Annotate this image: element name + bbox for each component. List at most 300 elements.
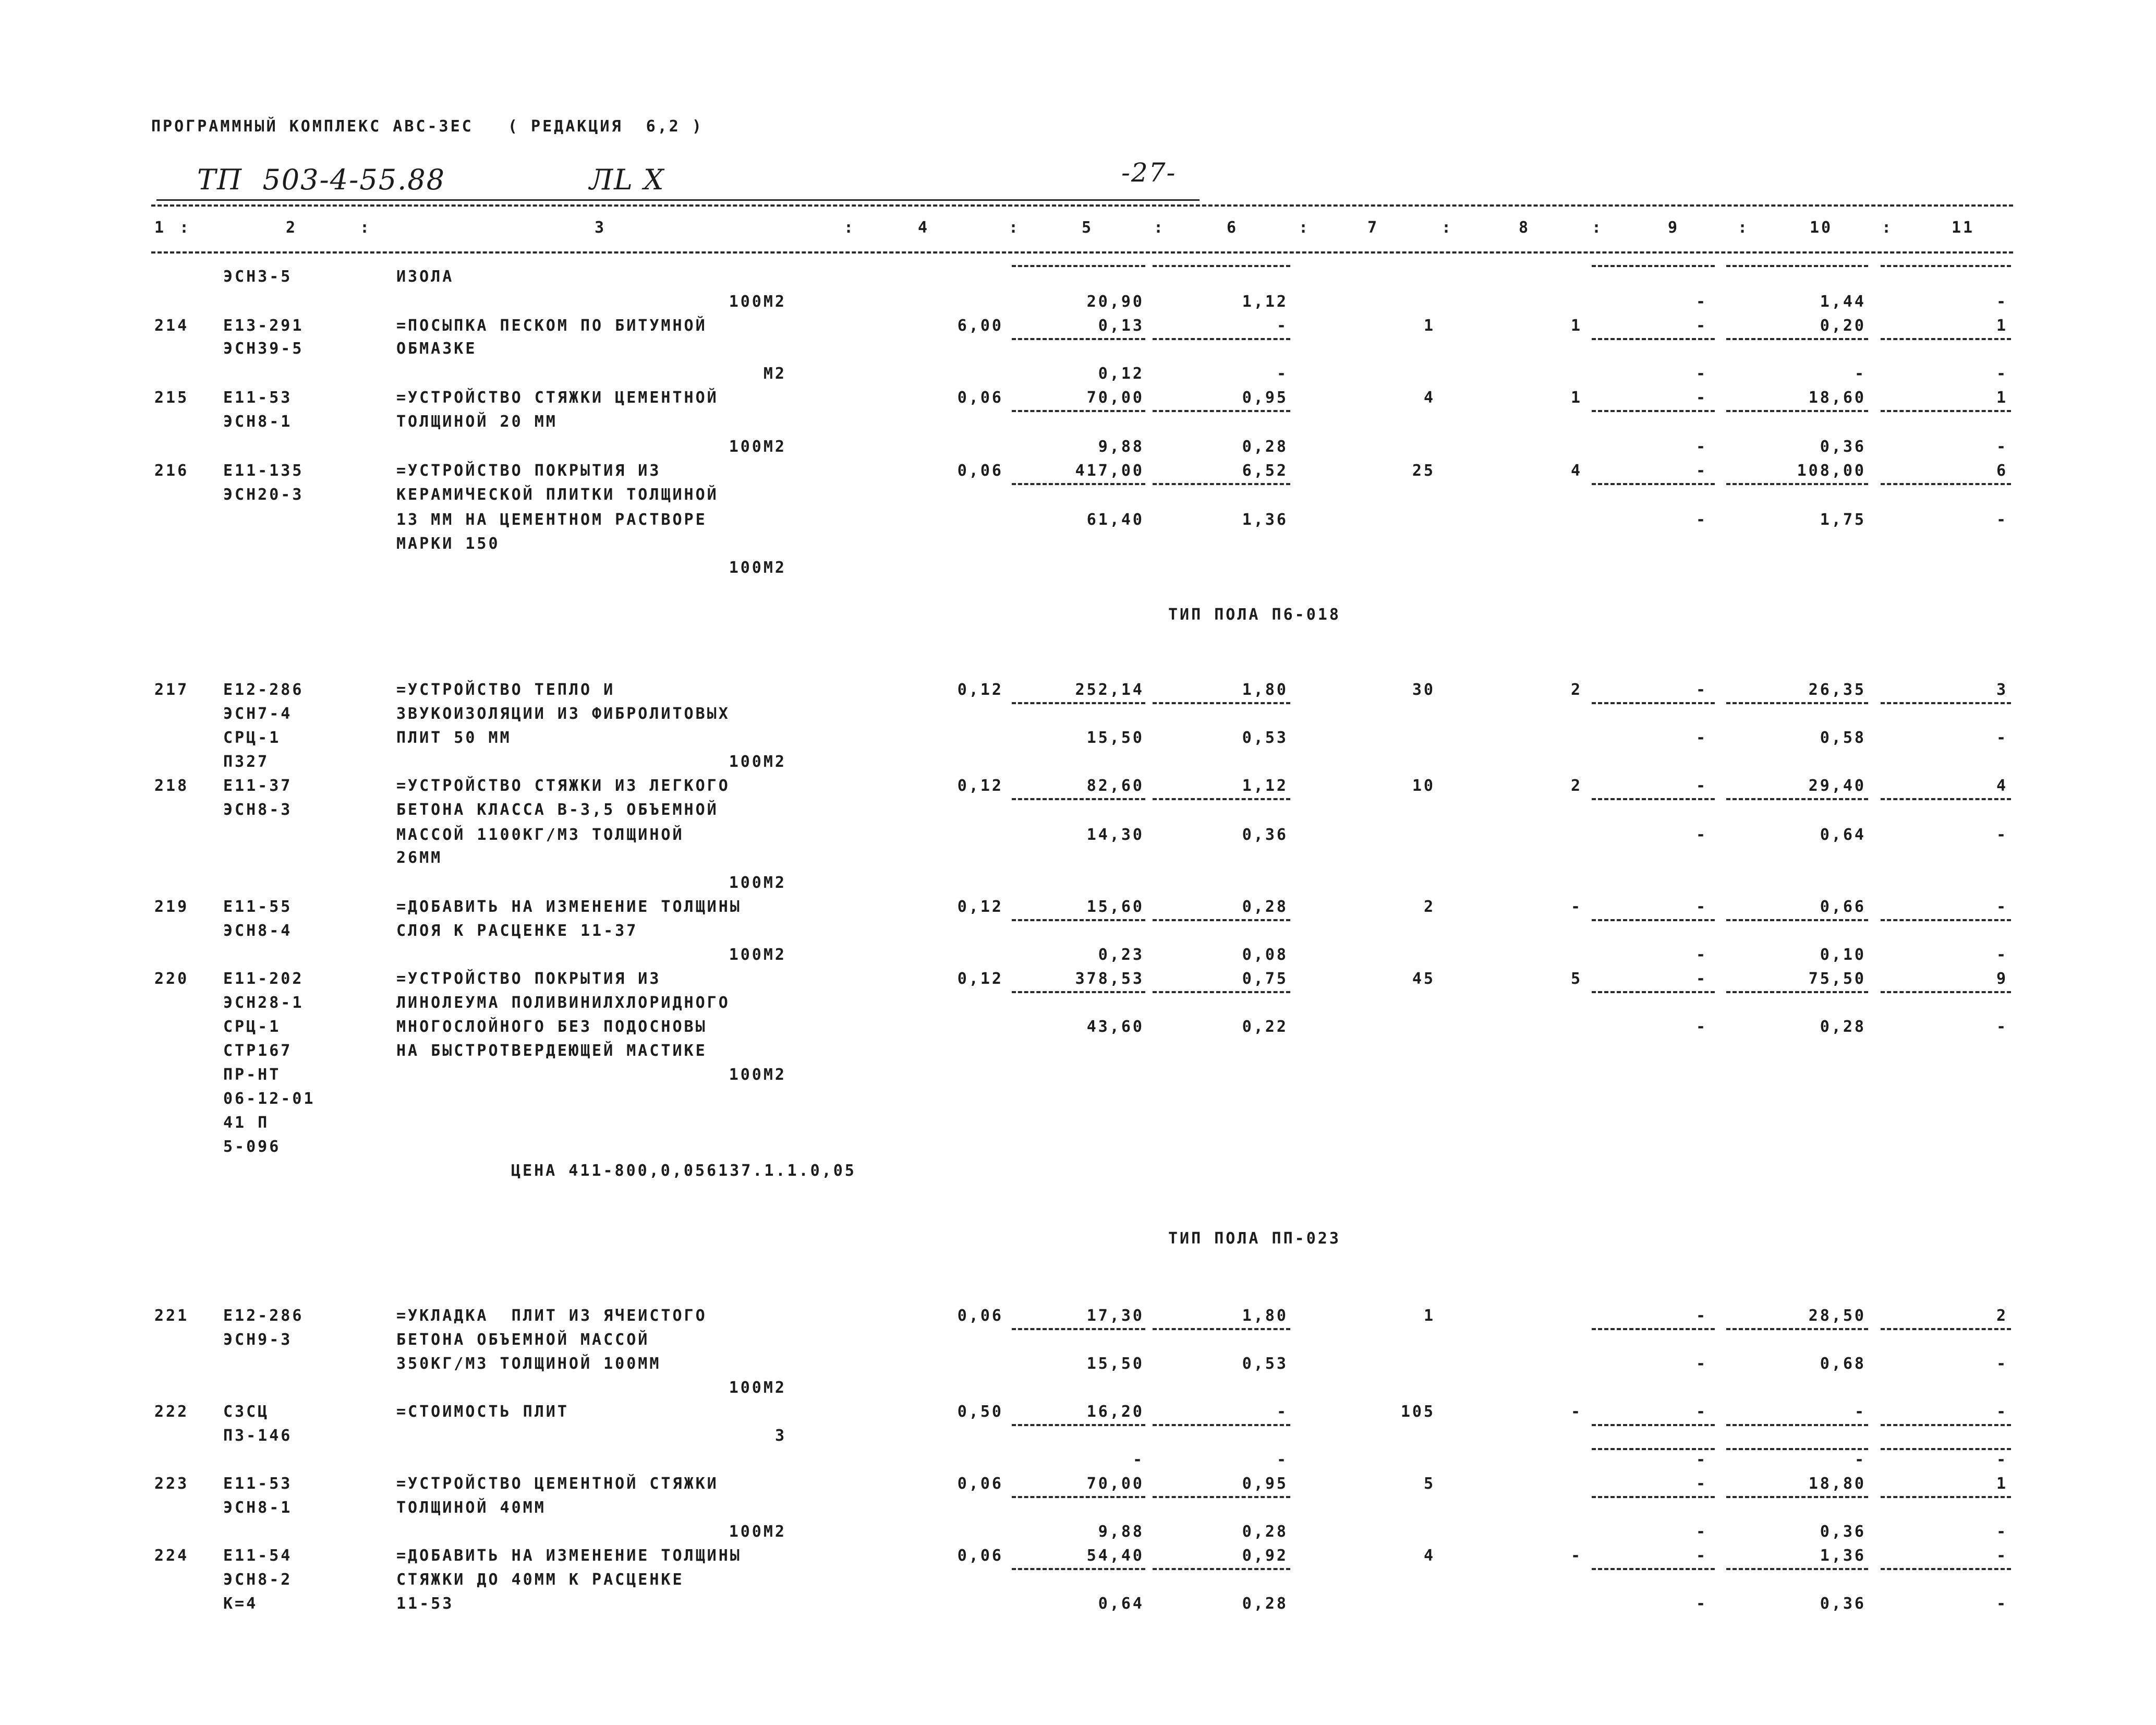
work-description: =ПОСЫПКА ПЕСКОМ ПО БИТУМНОЙ bbox=[396, 317, 707, 335]
column-header: 10 bbox=[1810, 219, 1833, 237]
column-11-value: - bbox=[1996, 365, 2008, 383]
subtotal-dash-rule bbox=[1881, 483, 2011, 485]
column-11-value: - bbox=[1996, 1595, 2008, 1613]
row-number: 214 bbox=[154, 317, 189, 335]
column-11-value: 6 bbox=[1996, 462, 2008, 480]
quantity-value: 0,06 bbox=[957, 1547, 1003, 1565]
subtotal-dash-rule bbox=[1012, 265, 1145, 267]
work-description: =УКЛАДКА ПЛИТ ИЗ ЯЧЕИСТОГО bbox=[396, 1307, 707, 1325]
subtotal-dash-rule bbox=[1153, 1328, 1290, 1330]
subtotal-dash-rule bbox=[1592, 702, 1715, 704]
column-9-value: - bbox=[1695, 898, 1707, 916]
subtotal-dash-rule bbox=[1012, 1568, 1145, 1570]
column-7-value: 4 bbox=[1423, 389, 1435, 407]
row-number: 219 bbox=[154, 898, 189, 916]
column-11-value: 9 bbox=[1996, 970, 2008, 988]
work-description: 13 ММ НА ЦЕМЕНТНОМ РАСТВОРЕ bbox=[396, 511, 707, 529]
subtotal-dash-rule bbox=[1881, 1448, 2011, 1450]
column-9-value: - bbox=[1695, 1355, 1707, 1373]
column-separator: : bbox=[1154, 219, 1166, 237]
subtotal-dash-rule bbox=[1726, 483, 1868, 485]
rate-code: Е12-286 bbox=[223, 681, 304, 699]
column-11-value: - bbox=[1996, 729, 2008, 747]
column-5-value: 14,30 bbox=[1086, 826, 1144, 844]
rate-code: П3-146 bbox=[223, 1427, 293, 1445]
rate-code: Е11-202 bbox=[223, 970, 304, 988]
subtotal-dash-rule bbox=[1726, 1568, 1868, 1570]
column-7-value: 1 bbox=[1423, 1307, 1435, 1325]
subtotal-dash-rule bbox=[1153, 1496, 1290, 1498]
column-6-value: - bbox=[1276, 1403, 1288, 1421]
unit-of-measure: 100М2 bbox=[729, 1066, 786, 1084]
column-10-value: 0,28 bbox=[1820, 1018, 1866, 1036]
rate-code: 5-096 bbox=[223, 1138, 281, 1156]
quantity-value: 0,12 bbox=[957, 898, 1003, 916]
column-separator: : bbox=[844, 219, 856, 237]
column-5-value: 16,20 bbox=[1086, 1403, 1144, 1421]
column-10-value: 1,44 bbox=[1820, 293, 1866, 311]
column-header: 8 bbox=[1519, 219, 1531, 237]
column-5-value: 82,60 bbox=[1086, 777, 1144, 795]
column-separator: : bbox=[1882, 219, 1894, 237]
column-header: 4 bbox=[918, 219, 930, 237]
rate-code: ЭСН8-3 bbox=[223, 801, 293, 819]
quantity-value: 6,00 bbox=[957, 317, 1003, 335]
row-number: 216 bbox=[154, 462, 189, 480]
column-header: 7 bbox=[1367, 219, 1379, 237]
column-6-value: 0,28 bbox=[1242, 438, 1288, 456]
subtotal-dash-rule bbox=[1881, 1568, 2011, 1570]
subtotal-dash-rule bbox=[1881, 702, 2011, 704]
quantity-value: 0,12 bbox=[957, 970, 1003, 988]
row-number: 221 bbox=[154, 1307, 189, 1325]
subtotal-dash-rule bbox=[1726, 1424, 1868, 1426]
column-5-value: 17,30 bbox=[1086, 1307, 1144, 1325]
row-number: 224 bbox=[154, 1547, 189, 1565]
rate-code: Е13-291 bbox=[223, 317, 304, 335]
subtotal-dash-rule bbox=[1592, 1424, 1715, 1426]
subtotal-dash-rule bbox=[1592, 265, 1715, 267]
rate-code: 41 П bbox=[223, 1114, 270, 1132]
column-6-value: 0,75 bbox=[1242, 970, 1288, 988]
subtotal-dash-rule bbox=[1726, 919, 1868, 921]
rate-code: ПР-НТ bbox=[223, 1066, 281, 1084]
column-6-value: 0,28 bbox=[1242, 1595, 1288, 1613]
document-mark: ЛL X bbox=[589, 163, 665, 196]
header-bottom-rule bbox=[151, 251, 2013, 254]
column-10-value: - bbox=[1854, 1451, 1866, 1469]
column-9-value: - bbox=[1695, 317, 1707, 335]
column-8-value: 1 bbox=[1570, 389, 1582, 407]
subtotal-dash-rule bbox=[1881, 1496, 2011, 1498]
subtotal-dash-rule bbox=[1881, 919, 2011, 921]
subtotal-dash-rule bbox=[1881, 991, 2011, 993]
column-8-value: 2 bbox=[1570, 681, 1582, 699]
row-number: 222 bbox=[154, 1403, 189, 1421]
column-10-value: 28,50 bbox=[1808, 1307, 1866, 1325]
work-description: 350КГ/М3 ТОЛЩИНОЙ 100ММ bbox=[396, 1355, 661, 1373]
column-header: 11 bbox=[1952, 219, 1975, 237]
rate-code: ЭСН3-5 bbox=[223, 268, 293, 286]
work-description: 11-53 bbox=[396, 1595, 454, 1613]
rate-code: П327 bbox=[223, 753, 270, 771]
column-9-value: - bbox=[1695, 729, 1707, 747]
column-9-value: - bbox=[1695, 1451, 1707, 1469]
document-code: ТП 503-4-55.88 bbox=[197, 163, 445, 196]
subtotal-dash-rule bbox=[1726, 991, 1868, 993]
page-number: -27- bbox=[1121, 158, 1177, 188]
column-9-value: - bbox=[1695, 389, 1707, 407]
column-11-value: - bbox=[1996, 438, 2008, 456]
rate-code: Е11-55 bbox=[223, 898, 293, 916]
column-header: 3 bbox=[595, 219, 607, 237]
subtotal-dash-rule bbox=[1153, 410, 1290, 412]
column-10-value: 1,75 bbox=[1820, 511, 1866, 529]
column-6-value: 6,52 bbox=[1242, 462, 1288, 480]
unit-of-measure: 100М2 bbox=[729, 293, 786, 311]
column-7-value: 2 bbox=[1423, 898, 1435, 916]
column-10-value: 26,35 bbox=[1808, 681, 1866, 699]
column-5-value: 0,12 bbox=[1098, 365, 1144, 383]
work-description: =ДОБАВИТЬ НА ИЗМЕНЕНИЕ ТОЛЩИНЫ bbox=[396, 1547, 742, 1565]
column-6-value: 1,12 bbox=[1242, 777, 1288, 795]
subtotal-dash-rule bbox=[1153, 1568, 1290, 1570]
subtotal-dash-rule bbox=[1592, 991, 1715, 993]
subtotal-dash-rule bbox=[1012, 1496, 1145, 1498]
header-underline bbox=[156, 199, 1200, 201]
rate-code: ЭСН39-5 bbox=[223, 340, 304, 358]
column-6-value: 0,28 bbox=[1242, 898, 1288, 916]
column-11-value: - bbox=[1996, 1403, 2008, 1421]
column-separator: : bbox=[360, 219, 372, 237]
subtotal-dash-rule bbox=[1592, 798, 1715, 800]
column-7-value: 10 bbox=[1412, 777, 1435, 795]
column-9-value: - bbox=[1695, 1307, 1707, 1325]
column-6-value: 0,92 bbox=[1242, 1547, 1288, 1565]
column-6-value: 1,12 bbox=[1242, 293, 1288, 311]
column-7-value: 5 bbox=[1423, 1475, 1435, 1493]
work-description: ПЛИТ 50 ММ bbox=[396, 729, 512, 747]
column-10-value: 0,36 bbox=[1820, 438, 1866, 456]
subtotal-dash-rule bbox=[1592, 1448, 1715, 1450]
column-5-value: 0,13 bbox=[1098, 317, 1144, 335]
column-6-value: 1,80 bbox=[1242, 681, 1288, 699]
subtotal-dash-rule bbox=[1592, 483, 1715, 485]
column-5-value: 54,40 bbox=[1086, 1547, 1144, 1565]
subtotal-dash-rule bbox=[1153, 798, 1290, 800]
subtotal-dash-rule bbox=[1726, 1448, 1868, 1450]
column-11-value: - bbox=[1996, 1355, 2008, 1373]
floor-type-caption: ТИП ПОЛА ПП-023 bbox=[1168, 1229, 1341, 1248]
work-description: СТЯЖКИ ДО 40ММ К РАСЦЕНКЕ bbox=[396, 1571, 684, 1589]
quantity-value: 0,06 bbox=[957, 1475, 1003, 1493]
work-description: =СТОИМОСТЬ ПЛИТ bbox=[396, 1403, 569, 1421]
work-description: МАРКИ 150 bbox=[396, 535, 500, 553]
column-10-value: 75,50 bbox=[1808, 970, 1866, 988]
unit-of-measure: 100М2 bbox=[729, 438, 786, 456]
subtotal-dash-rule bbox=[1012, 483, 1145, 485]
column-8-value: 2 bbox=[1570, 777, 1582, 795]
subtotal-dash-rule bbox=[1592, 338, 1715, 340]
rate-code: СРЦ-1 bbox=[223, 729, 281, 747]
column-8-value: - bbox=[1570, 1547, 1582, 1565]
work-description: СЛОЯ К РАСЦЕНКЕ 11-37 bbox=[396, 922, 638, 940]
subtotal-dash-rule bbox=[1881, 1328, 2011, 1330]
quantity-value: 0,06 bbox=[957, 1307, 1003, 1325]
column-10-value: 0,66 bbox=[1820, 898, 1866, 916]
column-separator: : bbox=[1592, 219, 1604, 237]
column-6-value: 0,53 bbox=[1242, 729, 1288, 747]
rate-code: Е11-135 bbox=[223, 462, 304, 480]
column-7-value: 1 bbox=[1423, 317, 1435, 335]
column-11-value: 1 bbox=[1996, 1475, 2008, 1493]
work-description: ИЗОЛА bbox=[396, 268, 454, 286]
column-11-value: - bbox=[1996, 1547, 2008, 1565]
column-6-value: - bbox=[1276, 365, 1288, 383]
subtotal-dash-rule bbox=[1881, 798, 2011, 800]
work-description: КЕРАМИЧЕСКОЙ ПЛИТКИ ТОЛЩИНОЙ bbox=[396, 486, 719, 504]
column-8-value: 1 bbox=[1570, 317, 1582, 335]
work-description: =УСТРОЙСТВО СТЯЖКИ ЦЕМЕНТНОЙ bbox=[396, 389, 719, 407]
subtotal-dash-rule bbox=[1012, 919, 1145, 921]
rate-code: Е11-53 bbox=[223, 1475, 293, 1493]
subtotal-dash-rule bbox=[1153, 483, 1290, 485]
column-10-value: 0,36 bbox=[1820, 1595, 1866, 1613]
work-description: =УСТРОЙСТВО ЦЕМЕНТНОЙ СТЯЖКИ bbox=[396, 1475, 719, 1493]
subtotal-dash-rule bbox=[1726, 1496, 1868, 1498]
quantity-value: 0,50 bbox=[957, 1403, 1003, 1421]
subtotal-dash-rule bbox=[1012, 702, 1145, 704]
column-11-value: - bbox=[1996, 293, 2008, 311]
subtotal-dash-rule bbox=[1012, 991, 1145, 993]
work-description: =УСТРОЙСТВО ПОКРЫТИЯ ИЗ bbox=[396, 462, 661, 480]
column-9-value: - bbox=[1695, 293, 1707, 311]
column-9-value: - bbox=[1695, 681, 1707, 699]
subtotal-dash-rule bbox=[1153, 919, 1290, 921]
column-7-value: 45 bbox=[1412, 970, 1435, 988]
column-9-value: - bbox=[1695, 826, 1707, 844]
column-5-value: 61,40 bbox=[1086, 511, 1144, 529]
rate-code: ЭСН8-2 bbox=[223, 1571, 293, 1589]
work-description: БЕТОНА КЛАССА В-3,5 ОБЪЕМНОЙ bbox=[396, 801, 719, 819]
column-6-value: - bbox=[1276, 1451, 1288, 1469]
row-number: 220 bbox=[154, 970, 189, 988]
column-10-value: 108,00 bbox=[1797, 462, 1866, 480]
subtotal-dash-rule bbox=[1592, 1496, 1715, 1498]
column-7-value: 25 bbox=[1412, 462, 1435, 480]
column-header: 2 bbox=[286, 219, 298, 237]
subtotal-dash-rule bbox=[1592, 1328, 1715, 1330]
column-8-value: 5 bbox=[1570, 970, 1582, 988]
column-11-value: 1 bbox=[1996, 389, 2008, 407]
subtotal-dash-rule bbox=[1592, 410, 1715, 412]
unit-of-measure: 100М2 bbox=[729, 874, 786, 892]
rate-code: ЭСН8-1 bbox=[223, 1499, 293, 1517]
column-9-value: - bbox=[1695, 511, 1707, 529]
column-11-value: 2 bbox=[1996, 1307, 2008, 1325]
subtotal-dash-rule bbox=[1726, 265, 1868, 267]
column-9-value: - bbox=[1695, 438, 1707, 456]
rate-code: СТР167 bbox=[223, 1042, 293, 1060]
column-5-value: 0,64 bbox=[1098, 1595, 1144, 1613]
rate-code: Е11-53 bbox=[223, 389, 293, 407]
column-separator: : bbox=[1738, 219, 1750, 237]
subtotal-dash-rule bbox=[1726, 1328, 1868, 1330]
rate-code: ЭСН9-3 bbox=[223, 1331, 293, 1349]
column-10-value: 0,10 bbox=[1820, 946, 1866, 964]
column-10-value: - bbox=[1854, 365, 1866, 383]
column-8-value: 4 bbox=[1570, 462, 1582, 480]
quantity-value: 0,06 bbox=[957, 389, 1003, 407]
subtotal-dash-rule bbox=[1153, 702, 1290, 704]
work-description: 26ММ bbox=[396, 849, 443, 867]
column-8-value: - bbox=[1570, 898, 1582, 916]
column-9-value: - bbox=[1695, 1547, 1707, 1565]
column-11-value: - bbox=[1996, 511, 2008, 529]
column-10-value: 0,64 bbox=[1820, 826, 1866, 844]
quantity-value: 0,06 bbox=[957, 462, 1003, 480]
row-number: 218 bbox=[154, 777, 189, 795]
work-description: ТОЛЩИНОЙ 40ММ bbox=[396, 1499, 546, 1517]
column-6-value: 1,36 bbox=[1242, 511, 1288, 529]
column-6-value: 0,36 bbox=[1242, 826, 1288, 844]
work-description: =ДОБАВИТЬ НА ИЗМЕНЕНИЕ ТОЛЩИНЫ bbox=[396, 898, 742, 916]
column-11-value: - bbox=[1996, 1018, 2008, 1036]
rate-code: С3СЦ bbox=[223, 1403, 270, 1421]
column-6-value: 0,95 bbox=[1242, 389, 1288, 407]
column-6-value: 0,53 bbox=[1242, 1355, 1288, 1373]
column-6-value: 0,22 bbox=[1242, 1018, 1288, 1036]
column-8-value: - bbox=[1570, 1403, 1582, 1421]
column-10-value: 1,36 bbox=[1820, 1547, 1866, 1565]
column-5-value: 15,50 bbox=[1086, 1355, 1144, 1373]
column-5-value: 70,00 bbox=[1086, 389, 1144, 407]
column-5-value: 15,50 bbox=[1086, 729, 1144, 747]
column-separator: : bbox=[179, 219, 191, 237]
work-description: БЕТОНА ОБЪЕМНОЙ МАССОЙ bbox=[396, 1331, 650, 1349]
column-9-value: - bbox=[1695, 970, 1707, 988]
column-separator: : bbox=[1009, 219, 1021, 237]
column-6-value: 0,08 bbox=[1242, 946, 1288, 964]
work-description: =УСТРОЙСТВО ТЕПЛО И bbox=[396, 681, 615, 699]
column-11-value: - bbox=[1996, 1451, 2008, 1469]
subtotal-dash-rule bbox=[1153, 265, 1290, 267]
column-5-value: 378,53 bbox=[1075, 970, 1144, 988]
column-7-value: 105 bbox=[1400, 1403, 1435, 1421]
column-7-value: 30 bbox=[1412, 681, 1435, 699]
subtotal-dash-rule bbox=[1726, 338, 1868, 340]
column-6-value: 0,95 bbox=[1242, 1475, 1288, 1493]
column-6-value: 1,80 bbox=[1242, 1307, 1288, 1325]
column-9-value: - bbox=[1695, 1523, 1707, 1541]
subtotal-dash-rule bbox=[1726, 702, 1868, 704]
work-description: =УСТРОЙСТВО ПОКРЫТИЯ ИЗ bbox=[396, 970, 661, 988]
quantity-value: 0,12 bbox=[957, 777, 1003, 795]
column-5-value: 0,23 bbox=[1098, 946, 1144, 964]
rate-code: ЭСН7-4 bbox=[223, 705, 293, 723]
column-5-value: 417,00 bbox=[1075, 462, 1144, 480]
rate-code: 06-12-01 bbox=[223, 1090, 316, 1108]
column-11-value: - bbox=[1996, 946, 2008, 964]
column-11-value: 4 bbox=[1996, 777, 2008, 795]
work-description: ТОЛЩИНОЙ 20 ММ bbox=[396, 413, 558, 431]
column-11-value: - bbox=[1996, 1523, 2008, 1541]
column-9-value: - bbox=[1695, 365, 1707, 383]
column-11-value: 3 bbox=[1996, 681, 2008, 699]
column-11-value: - bbox=[1996, 826, 2008, 844]
unit-of-measure: 3 bbox=[774, 1427, 786, 1445]
work-description: МАССОЙ 1100КГ/М3 ТОЛЩИНОЙ bbox=[396, 826, 684, 844]
unit-of-measure: М2 bbox=[763, 365, 786, 383]
header-top-rule bbox=[151, 204, 2013, 207]
rate-code: ЭСН28-1 bbox=[223, 994, 304, 1012]
work-description: НА БЫСТРОТВЕРДЕЮЩЕЙ МАСТИКЕ bbox=[396, 1042, 707, 1060]
column-10-value: 18,80 bbox=[1808, 1475, 1866, 1493]
column-separator: : bbox=[1299, 219, 1311, 237]
subtotal-dash-rule bbox=[1012, 338, 1145, 340]
unit-of-measure: 100М2 bbox=[729, 1523, 786, 1541]
column-9-value: - bbox=[1695, 1475, 1707, 1493]
column-5-value: 15,60 bbox=[1086, 898, 1144, 916]
column-5-value: - bbox=[1132, 1451, 1144, 1469]
unit-of-measure: 100М2 bbox=[729, 559, 786, 577]
subtotal-dash-rule bbox=[1726, 798, 1868, 800]
column-9-value: - bbox=[1695, 1595, 1707, 1613]
column-10-value: 0,20 bbox=[1820, 317, 1866, 335]
work-description: ЛИНОЛЕУМА ПОЛИВИНИЛХЛОРИДНОГО bbox=[396, 994, 730, 1012]
rate-code: Е12-286 bbox=[223, 1307, 304, 1325]
column-separator: : bbox=[1442, 219, 1454, 237]
subtotal-dash-rule bbox=[1153, 1424, 1290, 1426]
subtotal-dash-rule bbox=[1881, 338, 2011, 340]
row-number: 223 bbox=[154, 1475, 189, 1493]
rate-code: ЭСН8-4 bbox=[223, 922, 293, 940]
column-11-value: - bbox=[1996, 898, 2008, 916]
subtotal-dash-rule bbox=[1592, 1568, 1715, 1570]
column-10-value: 0,68 bbox=[1820, 1355, 1866, 1373]
column-6-value: - bbox=[1276, 317, 1288, 335]
subtotal-dash-rule bbox=[1592, 919, 1715, 921]
row-number: 215 bbox=[154, 389, 189, 407]
column-5-value: 70,00 bbox=[1086, 1475, 1144, 1493]
rate-code: К=4 bbox=[223, 1595, 258, 1613]
column-header: 5 bbox=[1082, 219, 1094, 237]
column-6-value: 0,28 bbox=[1242, 1523, 1288, 1541]
unit-of-measure: 100М2 bbox=[729, 946, 786, 964]
price-note: ЦЕНА 411-800,0,056137.1.1.0,05 bbox=[511, 1162, 856, 1180]
column-10-value: - bbox=[1854, 1403, 1866, 1421]
rate-code: СРЦ-1 bbox=[223, 1018, 281, 1036]
column-5-value: 9,88 bbox=[1098, 438, 1144, 456]
column-9-value: - bbox=[1695, 462, 1707, 480]
column-9-value: - bbox=[1695, 1018, 1707, 1036]
column-7-value: 4 bbox=[1423, 1547, 1435, 1565]
subtotal-dash-rule bbox=[1012, 410, 1145, 412]
column-9-value: - bbox=[1695, 777, 1707, 795]
rate-code: ЭСН20-3 bbox=[223, 486, 304, 504]
column-9-value: - bbox=[1695, 946, 1707, 964]
subtotal-dash-rule bbox=[1012, 1328, 1145, 1330]
column-5-value: 9,88 bbox=[1098, 1523, 1144, 1541]
unit-of-measure: 100М2 bbox=[729, 1379, 786, 1397]
column-10-value: 29,40 bbox=[1808, 777, 1866, 795]
subtotal-dash-rule bbox=[1153, 991, 1290, 993]
rate-code: Е11-37 bbox=[223, 777, 293, 795]
column-header: 6 bbox=[1227, 219, 1239, 237]
rate-code: ЭСН8-1 bbox=[223, 413, 293, 431]
subtotal-dash-rule bbox=[1153, 338, 1290, 340]
rate-code: Е11-54 bbox=[223, 1547, 293, 1565]
